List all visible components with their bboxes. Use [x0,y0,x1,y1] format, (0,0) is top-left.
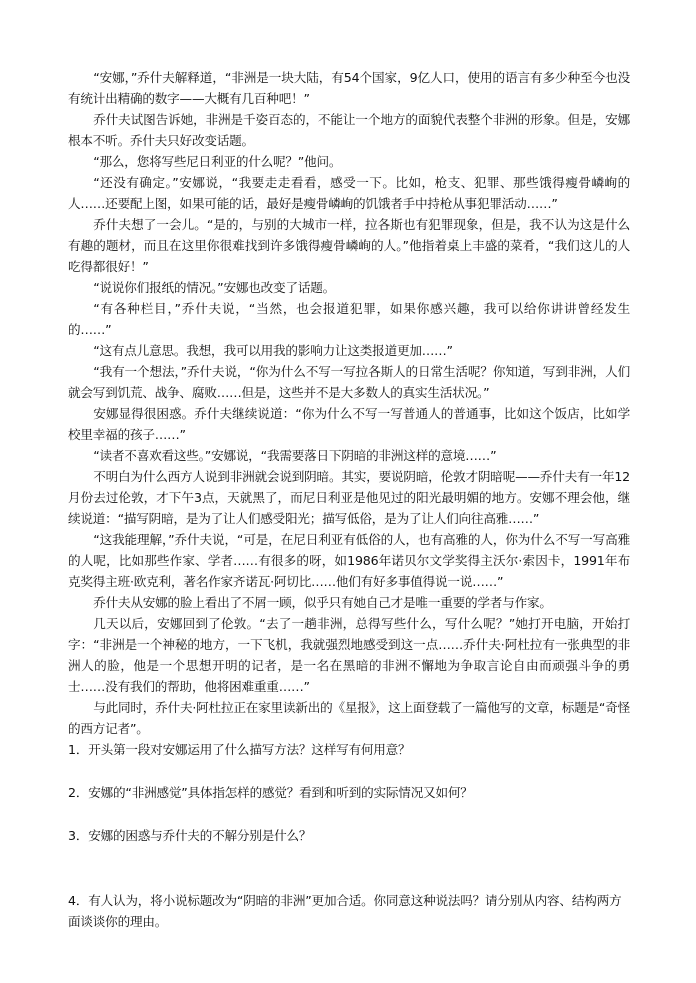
paragraph-16: 与此同时，乔什夫·阿杜拉正在家里读新出的《星报》，这上面登载了一篇他写的文章，标题是“奇怪的西方记者”。 [68,700,630,736]
story-passage [68,67,630,739]
document-page [68,67,630,932]
paragraph-6: “说说你们报纸的情况。”安娜也改变了话题。 [93,280,336,295]
answer-space-1 [68,760,630,782]
paragraph-15: 几天以后，安娜回到了伦敦。“去了一趟非洲，总得写些什么，写什么呢？”她打开电脑，开始打字：“非洲是一个神秘的地方，一下飞机，我就强烈地感受到这一点……乔什夫·阿杜拉有一张典型的非洲人的脸，他是一个思想开明的记者，是一名在黑暗的非洲不懈地为争取言论自由而顽强斗争的勇士……没有我们的帮助，他将困难重重……” [68,616,630,694]
paragraph-4: “还没有确定。”安娜说，“我要走走看看，感受一下。比如，枪支、犯罪、那些饿得瘦骨嶙峋的人……还要配上图，如果可能的话，最好是瘦骨嶙峋的饥饿者手中持枪从事犯罪活动……” [68,175,630,211]
paragraph-12: 不明白为什么西方人说到非洲就会说到阴暗。其实，要说阴暗，伦敦才阴暗呢——乔什夫有一年12月份去过伦敦，才下午3点，天就黑了，而尼日利亚是他见过的阳光最明媚的地方。安娜不理会他，继续说道：“描写阴暗，是为了让人们感受阳光；描写低俗，是为了让人们向往高雅……” [68,469,630,526]
paragraph-13: “这我能理解，”乔什夫说，“可是，在尼日利亚有低俗的人，也有高雅的人，你为什么不写一写高雅的人呢，比如那些作家、学者……有很多的呀，如1986年诺贝尔文学奖得主沃尔·索因卡，1991年布克奖得主班·欧克利，著名作家齐诺瓦·阿切比……他们有好多事值得说一说……” [68,532,630,589]
answer-space-3 [68,846,630,890]
paragraph-11: “读者不喜欢看这些。”安娜说，“我需要落日下阴暗的非洲这样的意境……” [93,448,497,463]
question-1: 1．开头第一段对安娜运用了什么描写方法？这样写有何用意？ [68,742,411,757]
paragraph-2: 乔什夫试图告诉她，非洲是千姿百态的，不能让一个地方的面貌代表整个非洲的形象。但是，安娜根本不听。乔什夫只好改变话题。 [68,112,630,148]
paragraph-7: “有各种栏目，”乔什夫说，“当然，也会报道犯罪，如果你感兴趣，我可以给你讲讲曾经发生的……” [68,301,630,337]
paragraph-8: “这有点儿意思。我想，我可以用我的影响力让这类报道更加……” [93,343,453,358]
answer-space-2 [68,803,630,825]
paragraph-1: “安娜，”乔什夫解释道，“非洲是一块大陆，有54个国家，9亿人口，使用的语言有多少种至今也没有统计出精确的数字——大概有几百种吧！” [68,70,630,106]
paragraph-9: “我有一个想法，”乔什夫说，“你为什么不写一写拉各斯人的日常生活呢？你知道，写到非洲，人们就会写到饥荒、战争、腐败……但是，这些并不是大多数人的真实生活状况。” [68,364,630,400]
paragraph-5: 乔什夫想了一会儿。“是的，与别的大城市一样，拉各斯也有犯罪现象，但是，我不认为这是什么有趣的题材，而且在这里你很难找到许多饿得瘦骨嶙峋的人。”他指着桌上丰盛的菜肴，“我们这儿的人吃得都很好！” [68,217,630,274]
question-4: 4．有人认为，将小说标题改为“阴暗的非洲”更加合适。你同意这种说法吗？请分别从内容、结构两方面谈谈你的理由。 [68,893,622,929]
question-2: 2．安娜的“非洲感觉”具体指怎样的感觉？看到和听到的实际情况又如何？ [68,785,473,800]
paragraph-3: “那么，您将写些尼日利亚的什么呢？”他问。 [93,154,342,169]
paragraph-10: 安娜显得很困惑。乔什夫继续说道：“你为什么不写一写普通人的普通事，比如这个饭店，比如学校里幸福的孩子……” [68,406,630,442]
paragraph-14: 乔什夫从安娜的脸上看出了不屑一顾，似乎只有她自己才是唯一重要的学者与作家。 [93,595,552,610]
question-3: 3．安娜的困惑与乔什夫的不解分别是什么？ [68,828,312,843]
question-list [68,739,630,932]
